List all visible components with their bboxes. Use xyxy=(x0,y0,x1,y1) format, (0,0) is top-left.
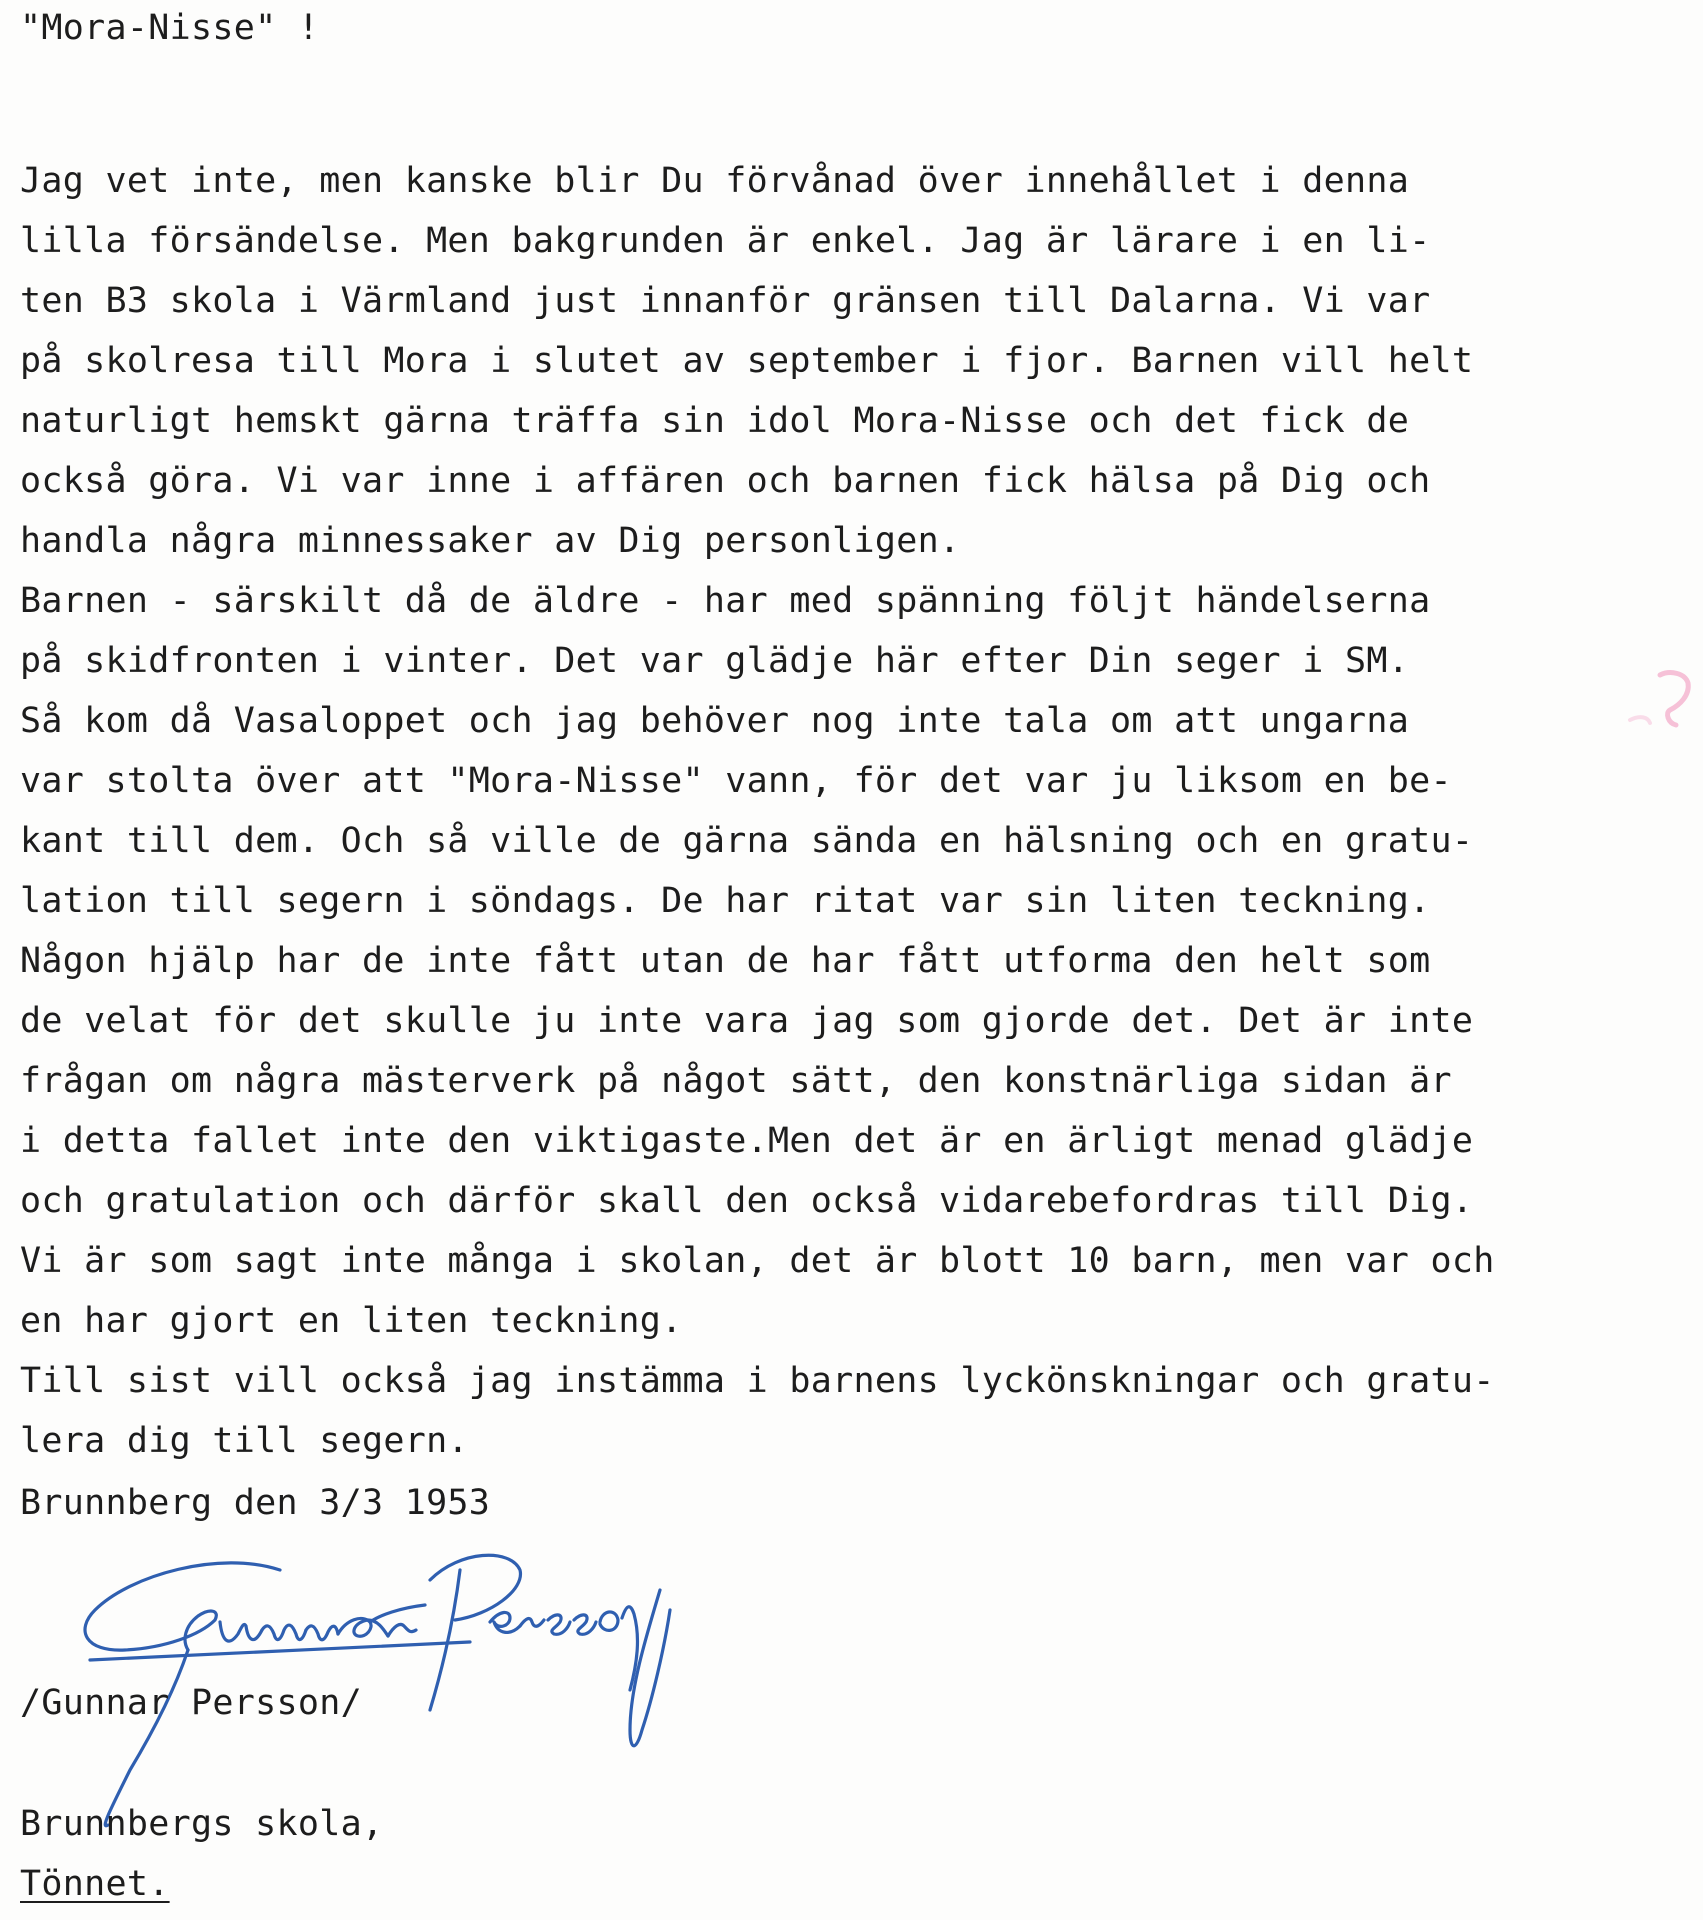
school-name: Brunnbergs skola, xyxy=(20,1804,384,1844)
body-line: en har gjort en liten teckning. xyxy=(20,1301,683,1341)
body-line: lilla försändelse. Men bakgrunden är enkel. Jag är lärare i en li- xyxy=(20,221,1431,261)
body-line: Till sist vill också jag instämma i barnens lyckönskningar och gratu- xyxy=(20,1361,1495,1401)
body-line: Någon hjälp har de inte fått utan de har fått utforma den helt som xyxy=(20,941,1431,981)
body-line: och gratulation och därför skall den också vidarebefordras till Dig. xyxy=(20,1181,1474,1221)
body-line: också göra. Vi var inne i affären och barnen fick hälsa på Dig och xyxy=(20,461,1431,501)
body-line: lera dig till segern. xyxy=(20,1421,469,1461)
ink-smudge-icon xyxy=(1610,665,1700,745)
body-line: Så kom då Vasaloppet och jag behöver nog inte tala om att ungarna xyxy=(20,701,1410,741)
body-line: handla några minnessaker av Dig personligen. xyxy=(20,521,961,561)
body-line: på skolresa till Mora i slutet av september i fjor. Barnen vill helt xyxy=(20,341,1474,381)
body-line: lation till segern i söndags. De har ritat var sin liten teckning. xyxy=(20,881,1431,921)
body-line: Vi är som sagt inte många i skolan, det är blott 10 barn, men var och xyxy=(20,1241,1495,1281)
salutation: "Mora-Nisse" ! xyxy=(20,8,320,48)
typed-name: /Gunnar Persson/ xyxy=(20,1683,362,1723)
body-line: i detta fallet inte den viktigaste.Men det är en ärligt menad glädje xyxy=(20,1121,1474,1161)
place-date: Brunnberg den 3/3 1953 xyxy=(20,1483,491,1523)
body-line: de velat för det skulle ju inte vara jag som gjorde det. Det är inte xyxy=(20,1001,1474,1041)
body-line: kant till dem. Och så ville de gärna sända en hälsning och en gratu- xyxy=(20,821,1474,861)
body-line: Jag vet inte, men kanske blir Du förvånad över innehållet i denna xyxy=(20,161,1410,201)
body-line: var stolta över att "Mora-Nisse" vann, för det var ju liksom en be- xyxy=(20,761,1452,801)
school-location: Tönnet. xyxy=(20,1864,170,1904)
body-line: Barnen - särskilt då de äldre - har med spänning följt händelserna xyxy=(20,581,1431,621)
body-line: på skidfronten i vinter. Det var glädje här efter Din seger i SM. xyxy=(20,641,1410,681)
body-line: frågan om några mästerverk på något sätt, den konstnärliga sidan är xyxy=(20,1061,1452,1101)
body-line: ten B3 skola i Värmland just innanför gränsen till Dalarna. Vi var xyxy=(20,281,1431,321)
body-line: naturligt hemskt gärna träffa sin idol Mora-Nisse och det fick de xyxy=(20,401,1410,441)
